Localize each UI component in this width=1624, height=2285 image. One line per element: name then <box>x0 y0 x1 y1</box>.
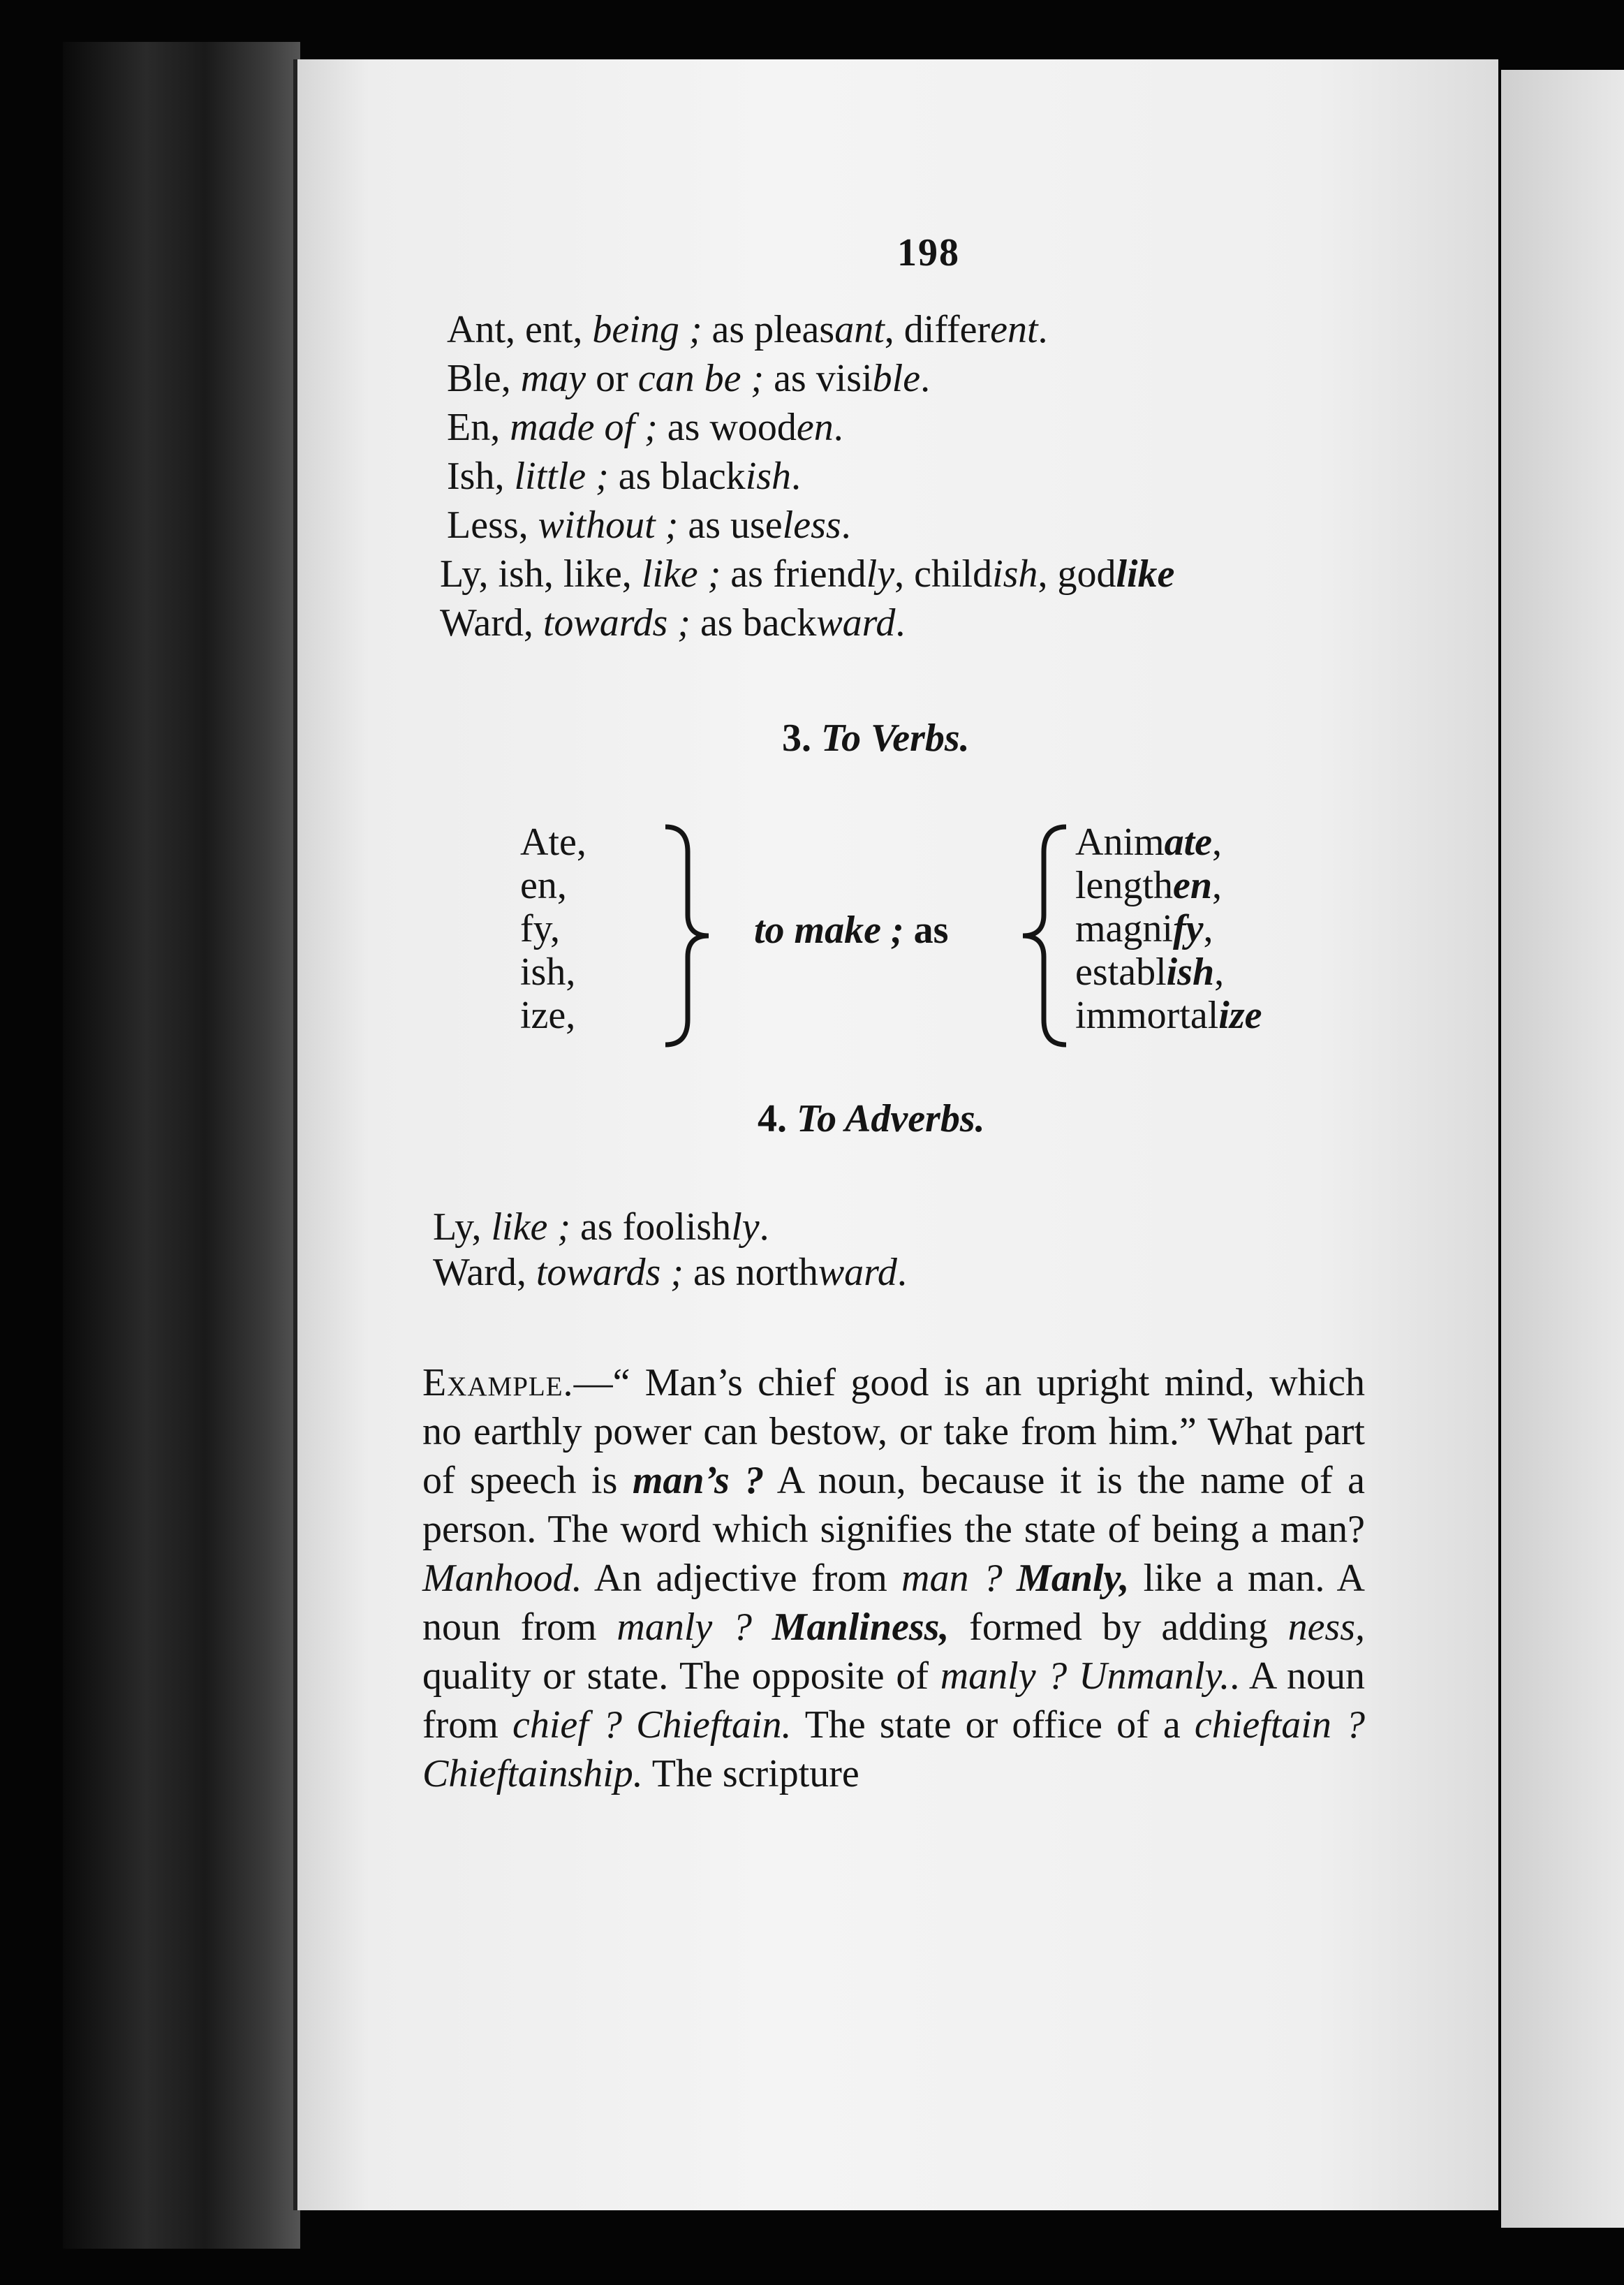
adverb-line-ward: Ward, towards ; as northward. <box>433 1251 907 1294</box>
suffix-line-ly: Ly, ish, like, like ; as friendly, childish, godlike <box>440 552 1175 596</box>
example-label: Example. <box>422 1361 574 1404</box>
suffix-line-less: Less, without ; as useless. <box>447 504 851 547</box>
suffix-line-en: En, made of ; as wooden. <box>447 406 843 449</box>
verb-middle-text: to make ; as <box>754 909 949 952</box>
suffix-line-ble: Ble, may or can be ; as visible. <box>447 357 931 400</box>
right-brace <box>660 824 716 1048</box>
example-paragraph: Example.—“ Man’s chief good is an upright mind, which no earthly power can bestow, or take from him.” What part of speech is man’s ? A noun, because it is the name of a person. The word which signifies the state of being a man? Manhood. An adjective from man ? Manly, like a man. A noun from manly ? Manliness, formed by adding ness, quality or state. The opposite of manly ? Unmanly.. A noun from chief ? Chieftain. The state or office of a chieftain ? Chieftainship. The scripture <box>422 1361 1366 1795</box>
suffix-line-ant: Ant, ent, being ; as pleasant, different. <box>447 308 1048 351</box>
section-heading-adverbs: 4. To Adverbs. <box>758 1097 985 1140</box>
verb-example-list: Animate, lengthen, magnify, establish, immortalize <box>1075 821 1262 1037</box>
left-brace <box>1016 824 1072 1048</box>
page-number: 198 <box>897 231 960 274</box>
suffix-line-ward: Ward, towards ; as backward. <box>440 601 906 645</box>
adverb-line-ly: Ly, like ; as foolishly. <box>433 1205 769 1249</box>
verb-suffix-list: Ate, en, fy, ish, ize, <box>520 821 586 1037</box>
suffix-line-ish: Ish, little ; as blackish. <box>447 455 802 498</box>
section-heading-verbs: 3. To Verbs. <box>782 717 970 760</box>
